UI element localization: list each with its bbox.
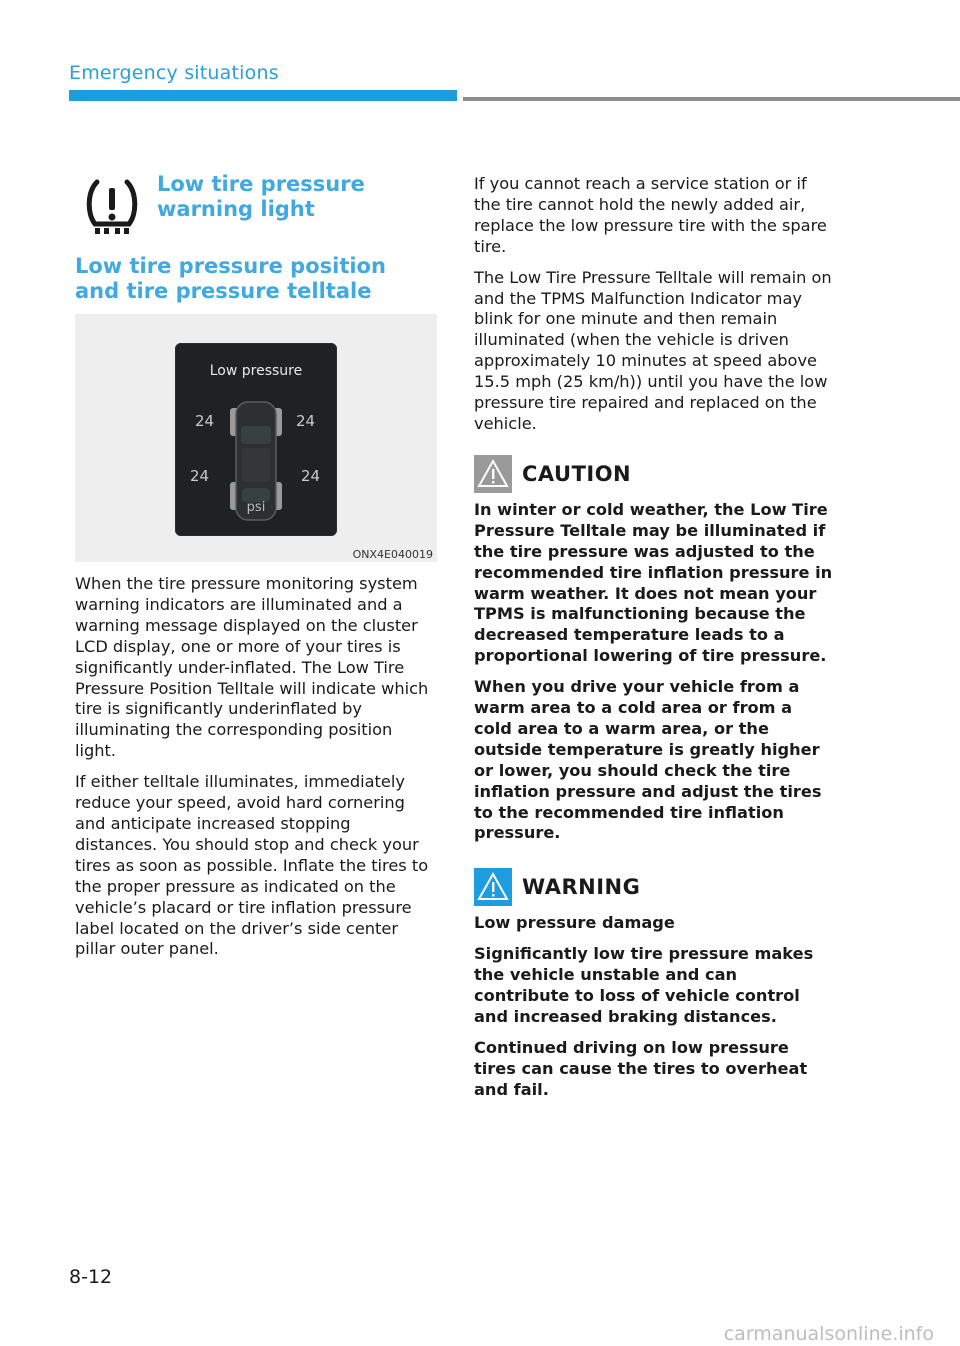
caution-title: CAUTION [522,461,632,486]
cluster-screen-title: Low pressure [209,363,303,379]
warning-subtitle: Low pressure damage [474,913,675,933]
warning-light-block [75,170,437,242]
telltale-heading: Low tire pressure position and tire pressure telltale [75,254,386,303]
header-rule-accent [69,90,457,101]
left-paragraph: When the tire pressure monitoring system warning indicators are illuminated and a warning message displayed on the cluster LCD display, one or more of your tires is significantly under-inflated. The Low Tire Pressure Position Telltale will indicate which tire is significantly underinflated by illuminating the corresponding position light. [75,574,429,761]
pressure-rear-left: 24 [190,467,210,485]
left-column [75,170,437,970]
cluster-display [175,343,337,536]
caution-paragraph: When you drive your vehicle from a warm area to a cold area or from a cold area to a warm area, or the outside temperature is greatly higher or lower, you should check the tire inflation pressure and adjust the tires to the recommended tire inflation pressure. [474,677,822,843]
cluster-figure [75,314,437,562]
footer-watermark: carmanualsonline.info [723,1323,934,1345]
pressure-rear-right: 24 [301,467,321,485]
pressure-front-right: 24 [296,412,316,430]
header-rule [463,97,960,101]
pressure-unit: psi [246,500,266,515]
page-number: 8-12 [69,1266,113,1288]
pressure-front-left: 24 [195,412,215,430]
right-column [474,174,834,1111]
tpms-warning-icon [85,176,139,236]
right-paragraph: The Low Tire Pressure Telltale will remain on and the TPMS Malfunction Indicator may blink for one minute and then remain illuminated (when the vehicle is driven approximately 10 minutes at speed above 15.5 mph (25 km/h)) until you have the low pressure tire repaired and replaced on the vehicle. [474,267,832,433]
caution-paragraph: In winter or cold weather, the Low Tire Pressure Telltale may be illuminated if the tire pressure was adjusted to the recommended tire inflation pressure in warm weather. It does not mean your TPMS is malfunctioning because the decreased temperature leads to a proportional lowering of tire pressure. [474,499,833,666]
figure-code: ONX4E040019 [352,548,433,561]
warning-header [474,868,834,906]
caution-header [474,455,834,493]
warning-paragraph: Continued driving on low pressure tires can cause the tires to overheat and fail. [474,1037,808,1099]
caution-triangle-icon [474,455,512,493]
left-paragraph: If either telltale illuminates, immediately reduce your speed, avoid hard cornering and anticipate increased stopping distances. You should stop and check your tires as soon as possible. Inflate the tires to the proper pressure as indicated on the vehicle’s placard or tire inflation pressure label located on the driver’s side center pillar outer panel. [75,772,429,959]
warning-triangle-icon [474,868,512,906]
warning-paragraph: Significantly low tire pressure makes the vehicle unstable and can contribute to loss of vehicle control and increased braking distances. [474,944,814,1026]
warning-title: WARNING [522,875,641,900]
right-paragraph: If you cannot reach a service station or if the tire cannot hold the newly added air, replace the low pressure tire with the spare tire. [474,174,827,256]
section-title: Emergency situations [69,62,279,84]
warning-light-title: Low tire pressure warning light [157,172,365,221]
